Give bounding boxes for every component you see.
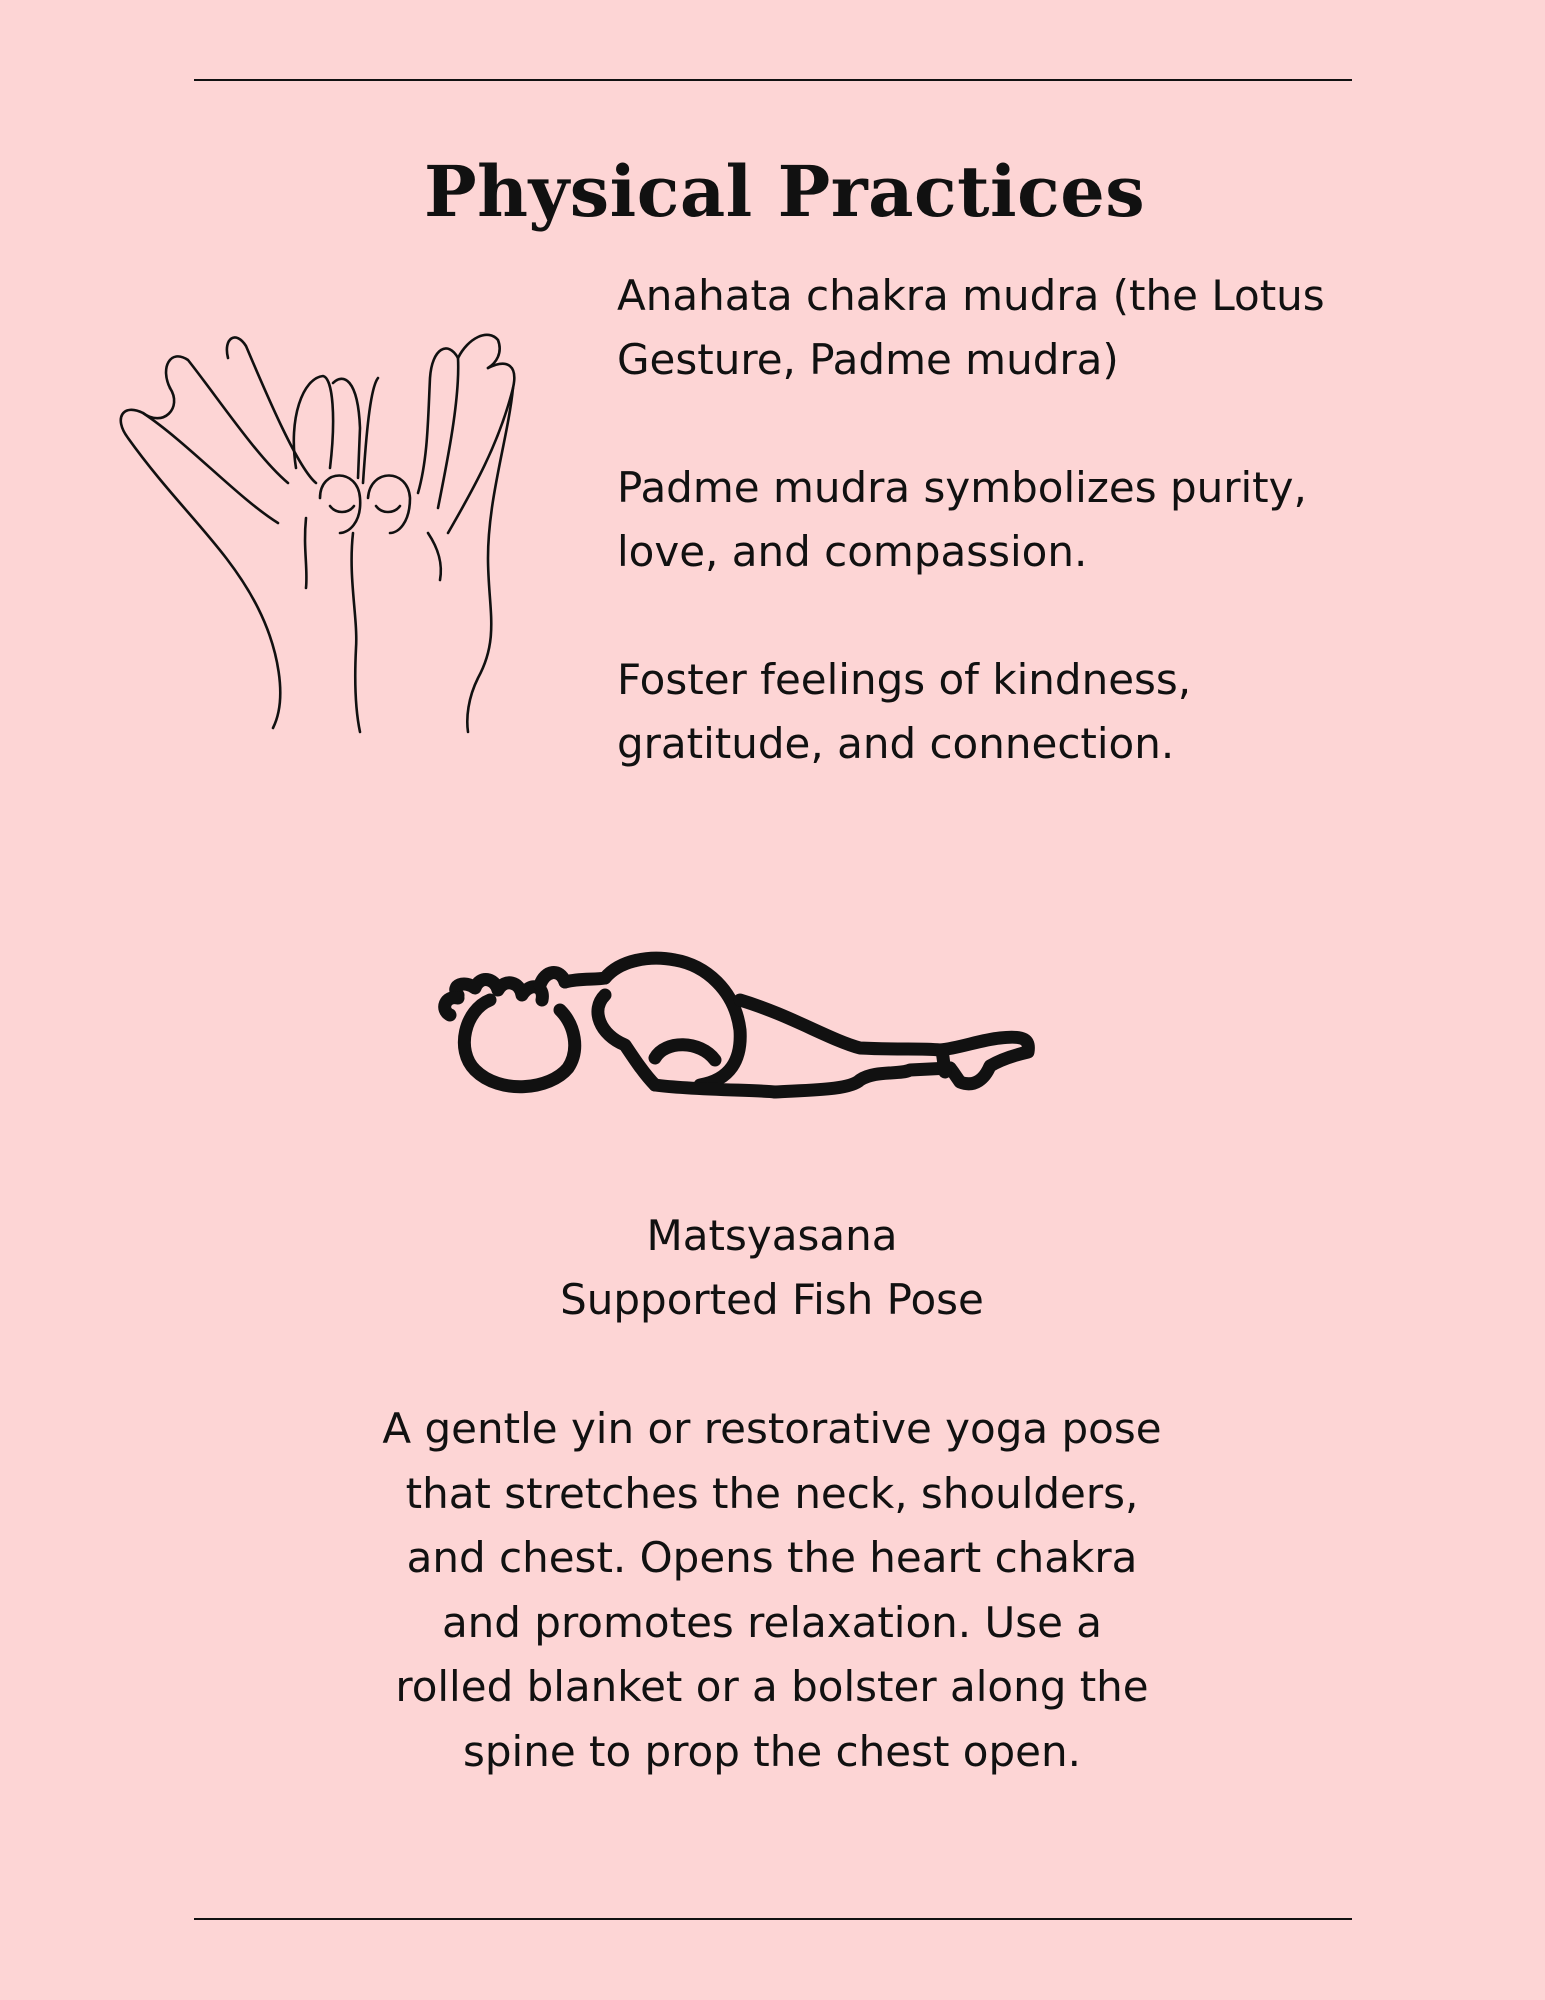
pose-description-line: and promotes relaxation. Use a <box>441 1597 1103 1647</box>
mudra-name: Anahata chakra mudra (the Lotus Gesture, Padme mudra) <box>617 271 1325 384</box>
lotus-mudra-hands-icon <box>108 318 568 738</box>
pose-description-line: that stretches the neck, shoulders, <box>405 1468 1139 1518</box>
pose-description <box>322 1397 1222 1784</box>
pose-description-line: and chest. Opens the heart chakra <box>406 1533 1138 1582</box>
mudra-benefit: Foster feelings of kindness, gratitude, and connection. <box>617 655 1192 768</box>
pose-description-line: A gentle yin or restorative yoga pose <box>382 1404 1162 1453</box>
pose-title <box>372 1204 1172 1332</box>
mudra-meaning: Padme mudra symbolizes purity, love, and compassion. <box>617 463 1307 576</box>
pose-english-name: Supported Fish Pose <box>560 1275 984 1324</box>
pose-description-line: spine to prop the chest open. <box>463 1726 1081 1776</box>
mudra-description <box>617 264 1437 776</box>
top-divider <box>194 79 1352 81</box>
page-title: Physical Practices <box>424 149 1146 233</box>
pose-sanskrit-name: Matsyasana <box>646 1211 898 1260</box>
bottom-divider <box>194 1918 1352 1920</box>
fish-pose-figure-icon <box>430 940 1040 1120</box>
pose-description-line: rolled blanket or a bolster along the <box>395 1662 1149 1711</box>
